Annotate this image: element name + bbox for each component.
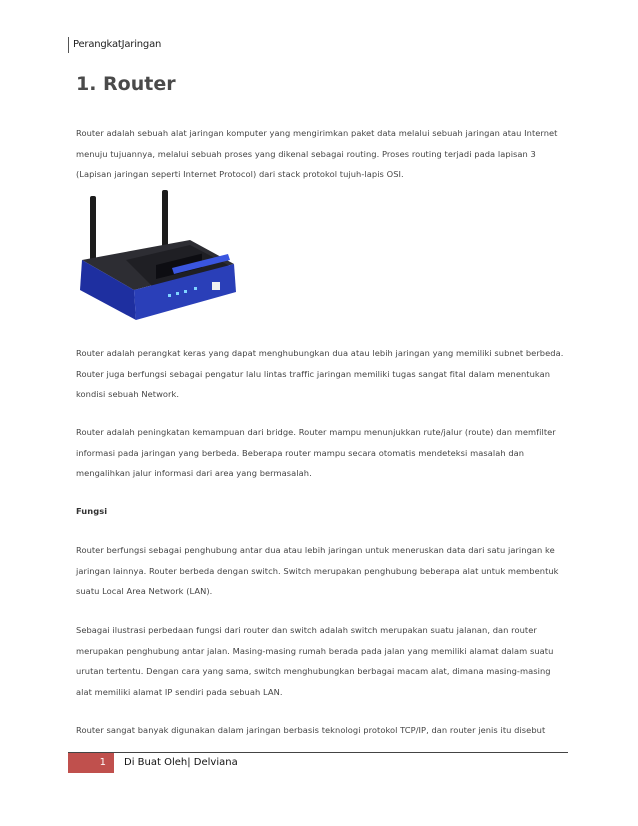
fungsi-heading: Fungsi (76, 506, 108, 516)
section-title: 1. Router (76, 73, 176, 95)
paragraph-illustration: Sebagai ilustrasi perbedaan fungsi dari router dan switch adalah switch merupakan suatu jalanan, dan router merupakan penghubung antar jalan. Masing-masing rumah berada pada jalan yang memiliki alamat dalam suatu urutan tertentu. Dengan cara yang sama, switch menghubungkan berbagai macam alat, dimana masing-masing alat memiliki alamat IP sendiri pada sebuah LAN. (76, 625, 554, 697)
page-number: 1 (68, 753, 114, 773)
paragraph-bridge: Router adalah peningkatan kemampuan dari bridge. Router mampu menunjukkan rute/jalur (route) dan memfilter informasi pada jaringan yang berbeda. Beberapa router mampu secara otomatis mendeteksi masalah dan mengalihkan jalur informasi dari area yang bermasalah. (76, 427, 556, 478)
paragraph-definition: Router adalah perangkat keras yang dapat menghubungkan dua atau lebih jaringan yang memiliki subnet berbeda. Router juga berfungsi sebagai pengatur lalu lintas traffic jaringan memiliki tugas sangat fital dalam menentukan kondisi sebuah Network. (76, 348, 564, 399)
paragraph-intro: Router adalah sebuah alat jaringan komputer yang mengirimkan paket data melalui sebuah jaringan atau Internet menuju tujuannya, melalui sebuah proses yang dikenal sebagai routing. Proses routing terjadi pada lapisan 3 (Lapisan jaringan seperti Internet Protocol) dari stack protokol tujuh-lapis OSI. (76, 128, 558, 179)
document-header: PerangkatJaringan (68, 37, 161, 53)
paragraph-tcpip: Router sangat banyak digunakan dalam jaringan berbasis teknologi protokol TCP/IP, dan router jenis itu disebut (76, 725, 546, 735)
footer-author: Di Buat Oleh| Delviana (124, 757, 238, 768)
router-image (72, 190, 238, 324)
router-antenna-right (162, 190, 168, 250)
router-antenna-left (90, 196, 96, 262)
paragraph-function: Router berfungsi sebagai penghubung antar dua atau lebih jaringan untuk meneruskan data dari satu jaringan ke jaringan lainnya. Router berbeda dengan switch. Switch merupakan penghubung beberapa alat untuk membentuk suatu Local Area Network (LAN). (76, 545, 559, 596)
